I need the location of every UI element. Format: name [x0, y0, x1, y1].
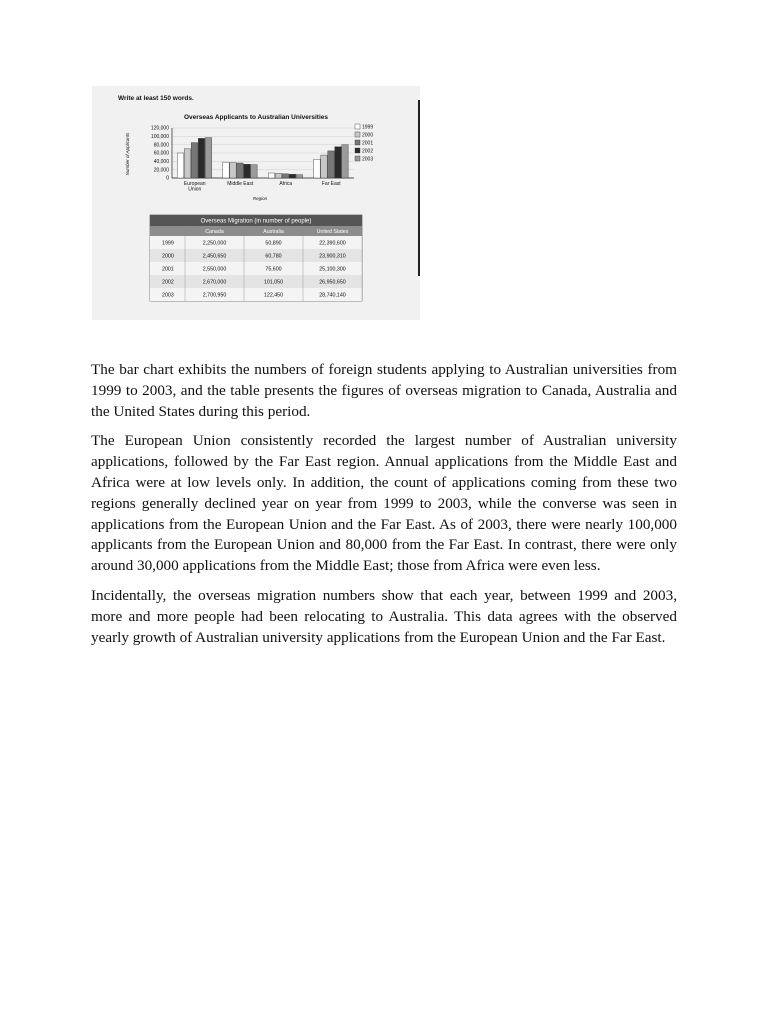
legend-swatch: [355, 132, 360, 137]
table-year-cell: 2000: [162, 253, 174, 260]
legend-swatch: [355, 148, 360, 153]
legend-label: 2003: [362, 156, 374, 163]
chart-y-tick-label: 60,000: [153, 150, 169, 157]
chart-bar: [251, 165, 257, 178]
legend-label: 1999: [362, 124, 374, 131]
chart-bar: [177, 153, 183, 178]
table-cell: 50,890: [265, 240, 282, 247]
chart-bar: [184, 149, 190, 178]
essay-paragraph-overview: The European Union consistently recorded the largest number of Australian university applications, followed by the Far East region. Annual applications from the Middle East and Africa were at low levels only. In addition, the count of applications coming from these two regions generally declined year on year from 1999 to 2003, while the converse was seen in applications from the European Union and the Far East. As of 2003, there were nearly 100,000 applicants from the European Union and 80,000 from the Far East. In contrast, there were only around 30,000 applications from the Middle East; those from Africa were even less.: [91, 432, 677, 575]
chart-bar: [321, 155, 327, 178]
chart-bar: [205, 138, 211, 178]
table-cell: 26,950,650: [319, 279, 346, 286]
table-cell: 2,450,650: [202, 253, 227, 260]
bar-chart: [151, 124, 373, 193]
table-cell: 2,700,950: [202, 292, 227, 299]
table-year-cell: 2003: [162, 292, 174, 299]
table-cell: 2,550,000: [202, 266, 227, 273]
chart-category-label: Africa: [279, 181, 293, 187]
scan-edge-line: [418, 100, 420, 276]
legend-label: 2002: [362, 148, 374, 155]
chart-bar: [223, 162, 229, 178]
legend-swatch: [355, 140, 360, 145]
table-cell: 23,900,310: [319, 253, 346, 260]
legend-label: 2001: [362, 140, 374, 147]
table-cell: 75,600: [265, 266, 282, 273]
essay-paragraph-intro: The bar chart exhibits the numbers of foreign students applying to Australian universities from 1999 to 2003, and the table presents the figures of overseas migration to Canada, Australia and the United States during this period.: [91, 361, 677, 420]
table-cell: 60,780: [265, 253, 282, 260]
scan-figure: [92, 86, 420, 320]
chart-y-tick-label: 80,000: [153, 142, 169, 149]
essay-paragraph-migration: Incidentally, the overseas migration numbers show that each year, between 1999 and 2003, more and more people had been relocating to Australia. This data agrees with the observed yearly growth of Australian university applications from the European Union and the Far East.: [91, 586, 677, 646]
table-title: Overseas Migration (in number of people): [200, 218, 312, 225]
chart-category-label: European: [183, 181, 206, 187]
migration-table: [150, 215, 362, 301]
chart-bar: [314, 159, 320, 178]
chart-bar: [275, 173, 281, 178]
chart-bar: [342, 145, 348, 178]
table-year-cell: 2001: [162, 266, 174, 273]
table-column-header: Australia: [263, 229, 284, 235]
chart-title: Overseas Applicants to Australian Universities: [183, 114, 329, 121]
chart-bar: [328, 151, 334, 178]
table-cell: 25,100,300: [319, 266, 346, 273]
chart-bar: [198, 138, 204, 178]
scanned-task-image: [92, 86, 420, 320]
table-cell: 28,740,140: [319, 292, 346, 299]
table-cell: 2,670,000: [202, 279, 227, 286]
chart-y-tick-label: 40,000: [153, 158, 169, 165]
table-column-header: Canada: [205, 229, 224, 235]
table-cell: 22,390,600: [319, 240, 346, 247]
chart-bar: [230, 163, 236, 178]
chart-bar: [244, 164, 250, 178]
chart-bar: [237, 163, 243, 178]
table-cell: 122,450: [263, 292, 284, 299]
table-cell: 101,050: [263, 279, 284, 286]
chart-ylabel: Number of Applicants: [125, 132, 130, 176]
chart-xlabel: Region: [252, 196, 268, 201]
chart-y-tick-label: 0: [166, 175, 169, 182]
chart-bar: [296, 175, 302, 178]
table-column-header: United States: [316, 229, 349, 235]
table-year-cell: 1999: [162, 240, 174, 247]
chart-category-label: Union: [188, 186, 202, 193]
chart-y-tick-label: 120,000: [150, 125, 169, 132]
table-cell: 2,250,000: [202, 240, 227, 247]
chart-category-label: Middle East: [227, 181, 254, 187]
chart-bar: [268, 173, 274, 178]
task-instruction: Write at least 150 words.: [118, 95, 194, 102]
chart-category-label: Far East: [321, 181, 341, 187]
table-year-cell: 2002: [162, 279, 174, 286]
legend-swatch: [355, 124, 360, 129]
chart-y-tick-label: 20,000: [153, 167, 169, 174]
chart-bar: [335, 147, 341, 178]
chart-bar: [282, 174, 288, 178]
chart-bar: [289, 174, 295, 178]
legend-label: 2000: [362, 132, 374, 139]
essay-text: [91, 360, 677, 657]
chart-bar: [191, 143, 197, 178]
chart-y-tick-label: 100,000: [150, 133, 169, 140]
legend-swatch: [355, 156, 360, 161]
